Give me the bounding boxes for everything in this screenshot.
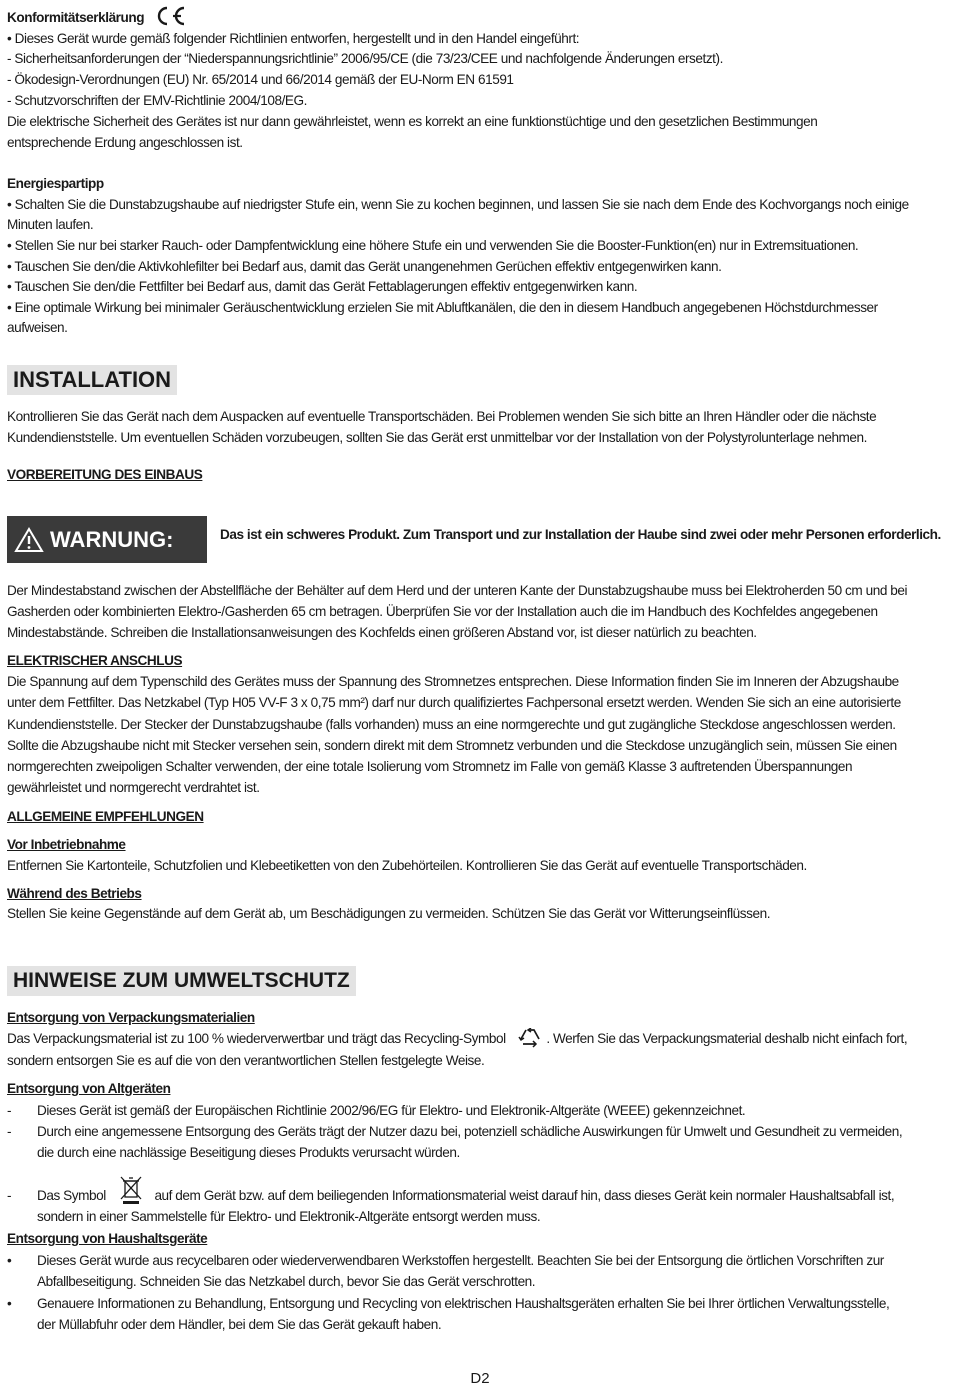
household-title: Entsorgung von Haushaltsgeräte bbox=[7, 1231, 208, 1246]
conformity-title-row bbox=[7, 8, 187, 28]
before-use-text: Entfernen Sie Kartonteile, Schutzfolien und Klebeetiketten von den Zubehörteilen. Kontrollieren Sie das Gerät auf eventuelle Transportschäden. bbox=[7, 858, 807, 873]
energy-title: Energiespartipp bbox=[7, 176, 104, 191]
distance-line: Mindestabstände. Schreiben die Installationsanweisungen des Kochfelds einen größeren Abstand vor, ist dieser natürlich zu beachten. bbox=[7, 625, 757, 640]
energy-line: • Tauschen Sie den/die Fettfilter bei Bedarf aus, damit das Gerät Fettablagerungen effektiv entgegenwirken kann. bbox=[7, 279, 638, 294]
electrical-line: unter dem Fettfilter. Das Netzkabel (Typ H05 VV-F 3 x 0,75 mm²) darf nur durch qualifiziertes Fachpersonal ersetzt werden. Wenden Sie sich an eine autorisierte bbox=[7, 695, 901, 710]
household-line: Dieses Gerät wurde aus recycelbaren oder wiederverwendbaren Werkstoffen hergestellt. Beachten Sie bei der Entsorgung die örtlichen Vorschriften zur bbox=[37, 1253, 884, 1268]
old-appliances-line: Dieses Gerät ist gemäß der Europäischen Richtlinie 2002/96/EG für Elektro- und Elektronik-Altgeräte (WEEE) gekennzeichnet. bbox=[37, 1103, 746, 1118]
energy-line: • Tauschen Sie den/die Aktivkohlefilter bei Bedarf aus, damit das Gerät unangenehmen Gerüchen effektiv entgegenwirken kann. bbox=[7, 259, 722, 274]
environment-heading: HINWEISE ZUM UMWELTSCHUTZ bbox=[7, 966, 356, 996]
conformity-line: Die elektrische Sicherheit des Gerätes ist nur dann gewährleistet, wenn es korrekt an eine funktionstüchtige und den gesetzlichen Bestimmungen bbox=[7, 114, 818, 129]
packaging-text-b: . Werfen Sie das Verpackungsmaterial deshalb nicht einfach fort, bbox=[546, 1031, 908, 1046]
during-use-text: Stellen Sie keine Gegenstände auf dem Gerät ab, um Beschädigungen zu vermeiden. Schützen Sie das Gerät vor Witterungseinflüssen. bbox=[7, 906, 771, 921]
warning-text: Das ist ein schweres Produkt. Zum Transport und zur Installation der Haube sind zwei oder mehr Personen erforderlich. bbox=[220, 527, 941, 542]
conformity-line: - Sicherheitsanforderungen der “Niederspannungsrichtlinie” 2006/95/CE (die 73/23/CEE und nachfolgende Änderungen ersetzt). bbox=[7, 51, 723, 66]
symbol-text-post: auf dem Gerät bzw. auf dem beiliegenden Informationsmaterial weist darauf hin, dass dieses Gerät kein normaler Haushaltsabfall ist, bbox=[154, 1188, 895, 1203]
conformity-line: entsprechende Erdung angeschlossen ist. bbox=[7, 135, 243, 150]
electrical-line: Sollte die Abzugshaube nicht mit Stecker versehen sein, sondern direkt mit dem Stromnetz verbunden und die Steckdose unzugänglich sein, müssen Sie einen bbox=[7, 738, 897, 753]
weee-bin-icon bbox=[119, 1175, 143, 1205]
electrical-line: gewährleistet und normgerecht verdrahtet ist. bbox=[7, 780, 260, 795]
before-use-title: Vor Inbetriebnahme bbox=[7, 837, 126, 852]
old-appliances-title: Entsorgung von Altgeräten bbox=[7, 1081, 171, 1096]
household-line: der Müllabfuhr oder dem Händler, bei dem Sie das Gerät gekauft haben. bbox=[37, 1317, 442, 1332]
packaging-line: sondern entsorgen Sie es auf die von den verantwortlichen Stellen festgelegte Weise. bbox=[7, 1053, 485, 1068]
symbol-text-pre: Das Symbol bbox=[37, 1188, 106, 1203]
conformity-line: • Dieses Gerät wurde gemäß folgender Richtlinien entworfen, hergestellt und in den Handel eingeführt: bbox=[7, 31, 580, 46]
energy-line: • Stellen Sie nur bei starker Rauch- oder Dampfentwicklung eine höhere Stufe ein und verwenden Sie die Booster-Funktion(en) nur in Extremsituationen. bbox=[7, 238, 859, 253]
conformity-line: - Schutzvorschriften der EMV-Richtlinie 2004/108/EG. bbox=[7, 93, 307, 108]
bullet-marker: • bbox=[7, 1253, 12, 1268]
old-appliances-line: sondern in einer Sammelstelle für Elektro- und Elektronik-Altgeräte entsorgt werden muss. bbox=[37, 1209, 541, 1224]
ce-mark-icon bbox=[153, 5, 187, 27]
dash-marker: - bbox=[7, 1188, 12, 1203]
old-appliances-line: die durch eine nachlässige Beseitigung dieses Produkts verursacht würden. bbox=[37, 1145, 460, 1160]
distance-line: Der Mindestabstand zwischen der Abstellfläche der Behälter auf dem Herd und der unteren Kante der Dunstabzugshaube muss bei Elektroherden 50 cm und bei bbox=[7, 583, 908, 598]
conformity-line: - Ökodesign-Verordnungen (EU) Nr. 65/2014 und 66/2014 gemäß der EU-Norm EN 61591 bbox=[7, 72, 514, 87]
electrical-line: Kundendienststelle. Der Stecker der Dunstabzugshaube (falls vorhanden) muss an eine normgerechte und gut zugängliche Steckdose angeschlossen werden. bbox=[7, 717, 896, 732]
prep-title: VORBEREITUNG DES EINBAUS bbox=[7, 467, 203, 482]
installation-heading: INSTALLATION bbox=[7, 365, 177, 395]
electrical-title: ELEKTRISCHER ANSCHLUS bbox=[7, 653, 183, 668]
old-appliances-line: Durch eine angemessene Entsorgung des Geräts trägt der Nutzer dazu bei, potenziell schädliche Auswirkungen für Umwelt und Gesundheit zu vermeiden, bbox=[37, 1124, 903, 1139]
distance-line: Gasherden oder kombinierten Elektro-/Gasherden 65 cm betragen. Überprüfen Sie vor der Installation auch die im Handbuch des Kochfeldes angegebenen bbox=[7, 604, 878, 619]
energy-line: • Eine optimale Wirkung bei minimaler Geräuschentwicklung erzielen Sie mit Abluftkanälen, die den in diesem Handbuch angegebenen Höchstdurchmesser bbox=[7, 300, 878, 315]
installation-line: Kontrollieren Sie das Gerät nach dem Auspacken auf eventuelle Transportschäden. Bei Problemen wenden Sie sich bitte an Ihren Händler oder die nächste bbox=[7, 409, 877, 424]
old-appliances-line bbox=[37, 1186, 894, 1206]
warning-label: WARNUNG: bbox=[50, 526, 174, 552]
household-line: Abfallbeseitigung. Schneiden Sie das Netzkabel durch, bevor Sie das Gerät verschrotten. bbox=[37, 1274, 536, 1289]
bullet-marker: • bbox=[7, 1296, 12, 1311]
dash-marker: - bbox=[7, 1124, 12, 1139]
recycling-icon bbox=[517, 1028, 543, 1048]
installation-line: Kundendienststelle. Um eventuellen Schäden vorzubeugen, sollten Sie das Gerät erst unmittelbar vor der Installation von der Polystyrolunterlage nehmen. bbox=[7, 430, 867, 445]
page-number: D2 bbox=[470, 1370, 490, 1387]
electrical-line: normgerechten zweipoligen Schalter verwenden, der eine totale Isolierung vom Stromnetz im Falle von gemäß Klasse 3 auftretenden Überspannungen bbox=[7, 759, 853, 774]
warning-triangle-icon bbox=[14, 527, 44, 553]
during-use-title: Während des Betriebs bbox=[7, 886, 142, 901]
dash-marker: - bbox=[7, 1103, 12, 1118]
packaging-title: Entsorgung von Verpackungsmaterialien bbox=[7, 1010, 255, 1025]
warning-banner bbox=[7, 516, 207, 563]
packaging-text-a: Das Verpackungsmaterial ist zu 100 % wiederverwertbar und trägt das Recycling-Symbol bbox=[7, 1031, 506, 1046]
energy-line: aufweisen. bbox=[7, 320, 68, 335]
general-title: ALLGEMEINE EMPFEHLUNGEN bbox=[7, 809, 204, 824]
household-line: Genauere Informationen zu Behandlung, Entsorgung und Recycling von elektrischen Haushaltsgeräten erhalten Sie bei Ihrer örtlichen Verwaltungsstelle, bbox=[37, 1296, 890, 1311]
electrical-line: Die Spannung auf dem Typenschild des Gerätes muss der Spannung des Stromnetzes entsprechen. Diese Information finden Sie im Inneren der Abzugshaube bbox=[7, 674, 899, 689]
conformity-title: Konformitätserklärung bbox=[7, 10, 145, 25]
energy-line: Minuten laufen. bbox=[7, 217, 94, 232]
packaging-line bbox=[7, 1029, 907, 1049]
energy-line: • Schalten Sie die Dunstabzugshaube auf niedrigster Stufe ein, wenn Sie zu kochen beginnen, und lassen Sie sie nach dem Ende des Kochvorgangs noch einige bbox=[7, 197, 909, 212]
